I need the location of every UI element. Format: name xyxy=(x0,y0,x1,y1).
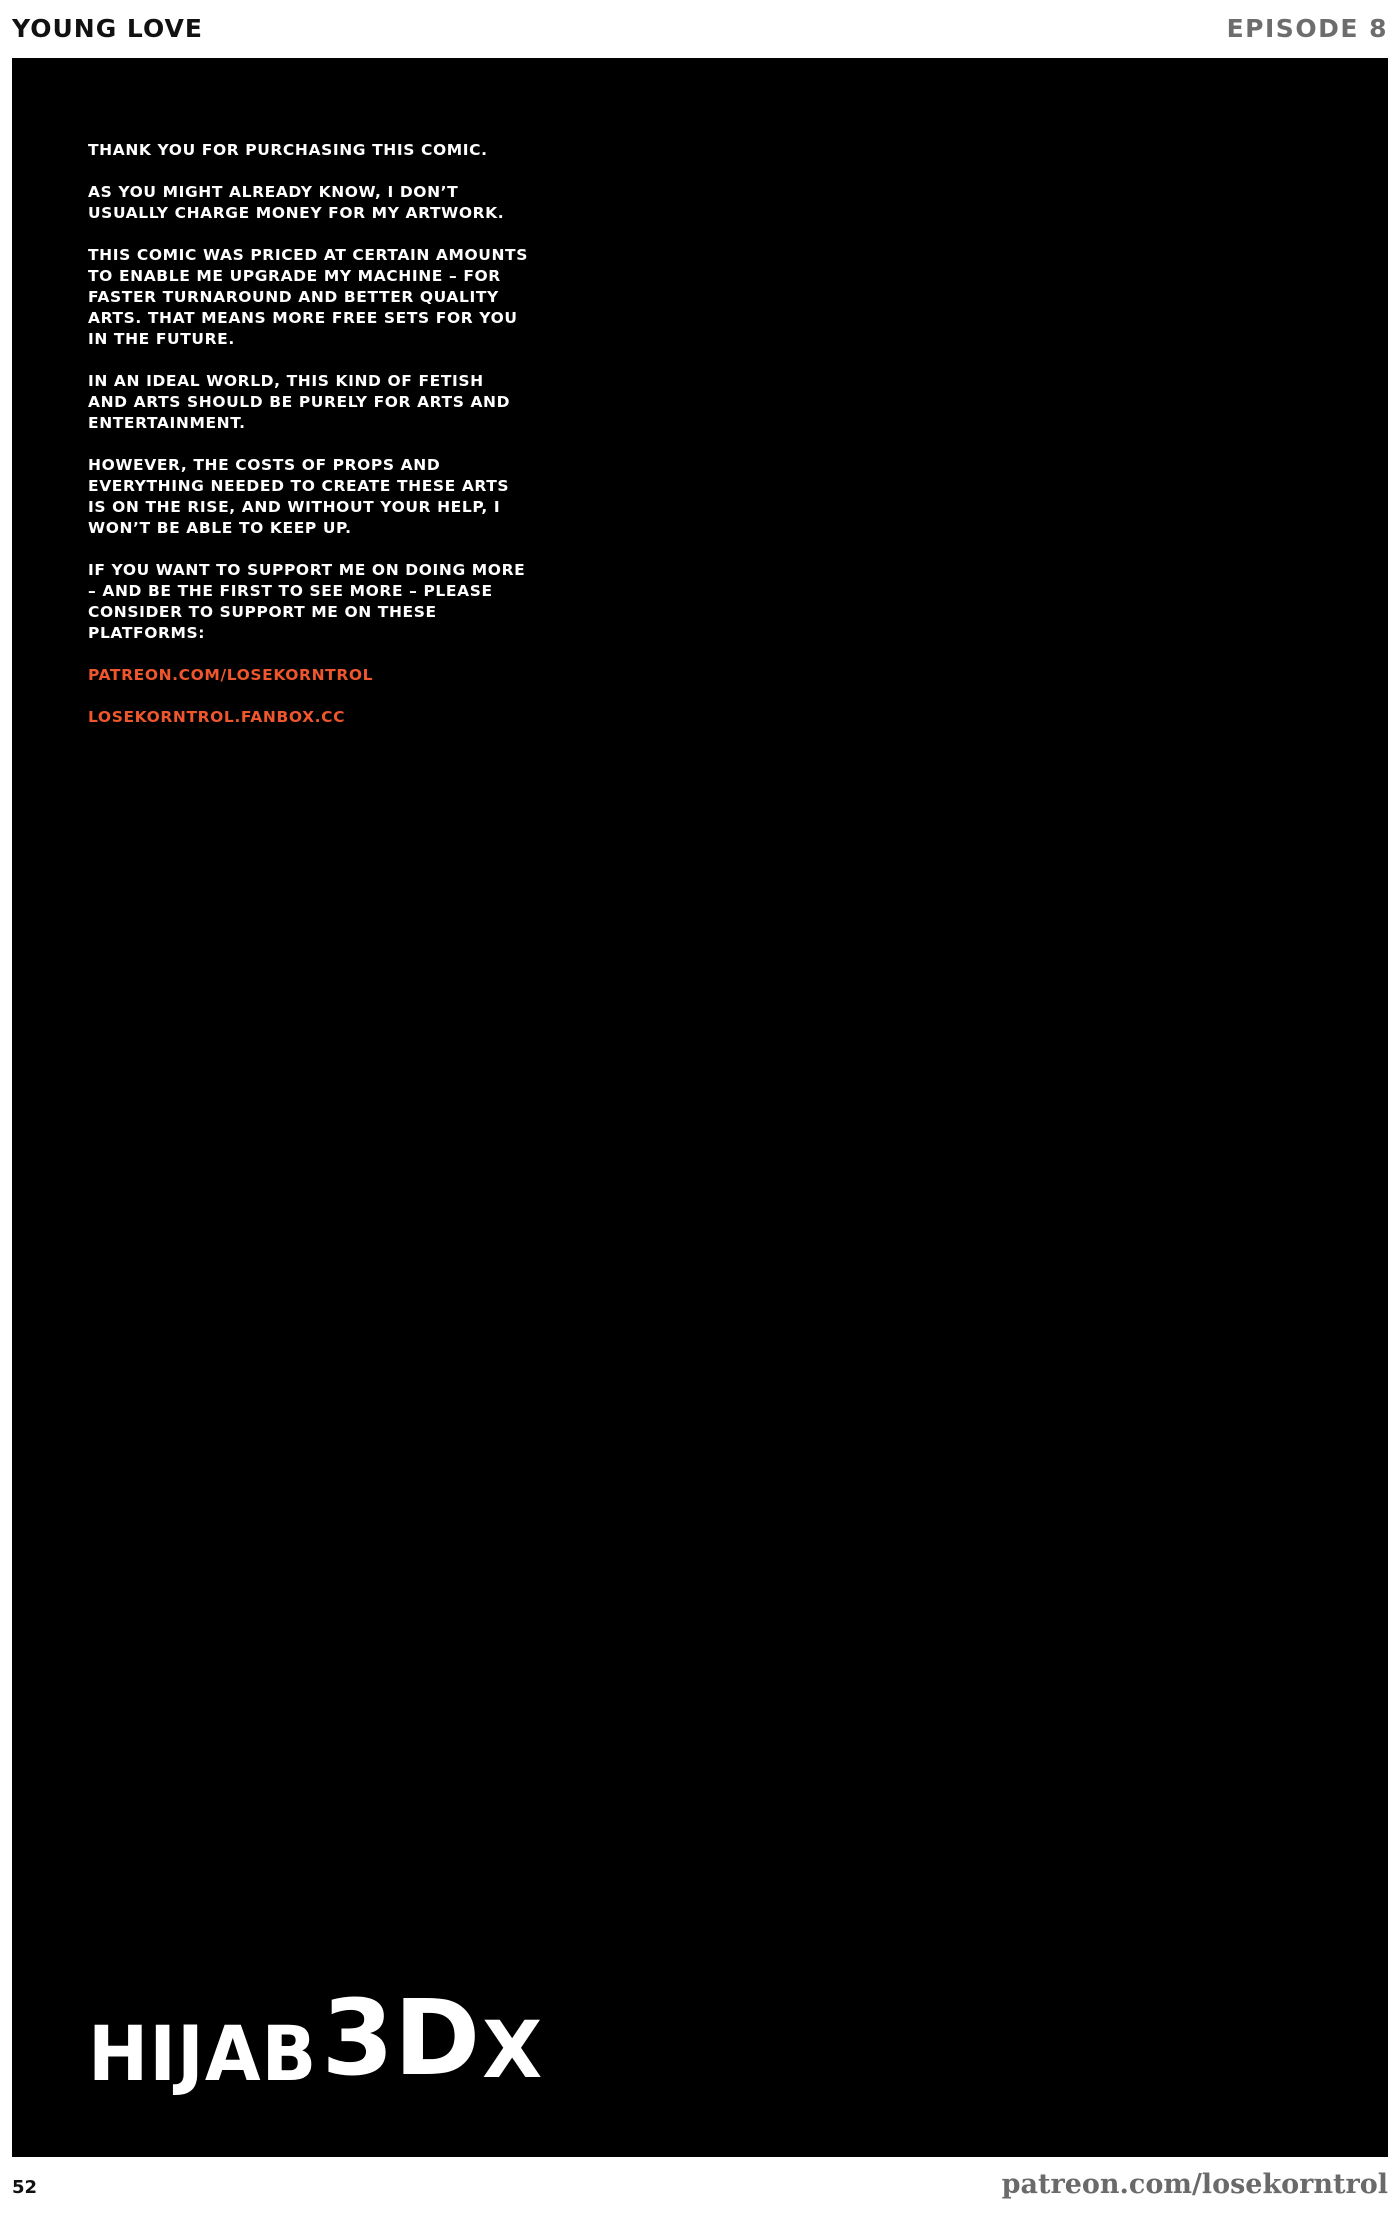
page-number: 52 xyxy=(12,2177,38,2198)
letter-paragraph: THANK YOU FOR PURCHASING THIS COMIC. xyxy=(88,141,488,159)
patreon-link[interactable]: PATREON.COM/LOSEKORNTROL xyxy=(88,666,374,684)
black-panel xyxy=(12,58,1388,2157)
letter-paragraph: IN AN IDEAL WORLD, THIS KIND OF FETISH AND ARTS SHOULD BE PURELY FOR ARTS AND ENTERTAINMENT. xyxy=(88,372,511,432)
hijab3dx-logo xyxy=(88,1977,543,2099)
footer-patreon-url: patreon.com/losekorntrol xyxy=(1001,2169,1388,2200)
episode-label: EPISODE 8 xyxy=(1226,14,1388,43)
thank-you-letter xyxy=(88,140,528,749)
letter-paragraph: AS YOU MIGHT ALREADY KNOW, I DON’T USUALLY CHARGE MONEY FOR MY ARTWORK. xyxy=(88,183,505,222)
logo-text-hijab: HIJAB xyxy=(88,2009,318,2099)
comic-title: YOUNG LOVE xyxy=(12,14,203,43)
logo-text-d: D xyxy=(393,1977,481,2099)
fanbox-link[interactable]: LOSEKORNTROL.FANBOX.CC xyxy=(88,708,346,726)
logo-text-3: 3 xyxy=(321,1977,394,2099)
letter-paragraph: THIS COMIC WAS PRICED AT CERTAIN AMOUNTS TO ENABLE ME UPGRADE MY MACHINE – FOR FASTER TURNAROUND AND BETTER QUALITY ARTS. THAT MEANS MORE FREE SETS FOR YOU IN THE FUTURE. xyxy=(88,246,528,348)
letter-paragraph: HOWEVER, THE COSTS OF PROPS AND EVERYTHING NEEDED TO CREATE THESE ARTS IS ON THE RISE, AND WITHOUT YOUR HELP, I WON’T BE ABLE TO KEEP UP. xyxy=(88,456,510,537)
letter-paragraph: IF YOU WANT TO SUPPORT ME ON DOING MORE – AND BE THE FIRST TO SEE MORE – PLEASE CONSIDER TO SUPPORT ME ON THESE PLATFORMS: xyxy=(88,561,526,642)
logo-text-x: X xyxy=(482,2006,543,2096)
